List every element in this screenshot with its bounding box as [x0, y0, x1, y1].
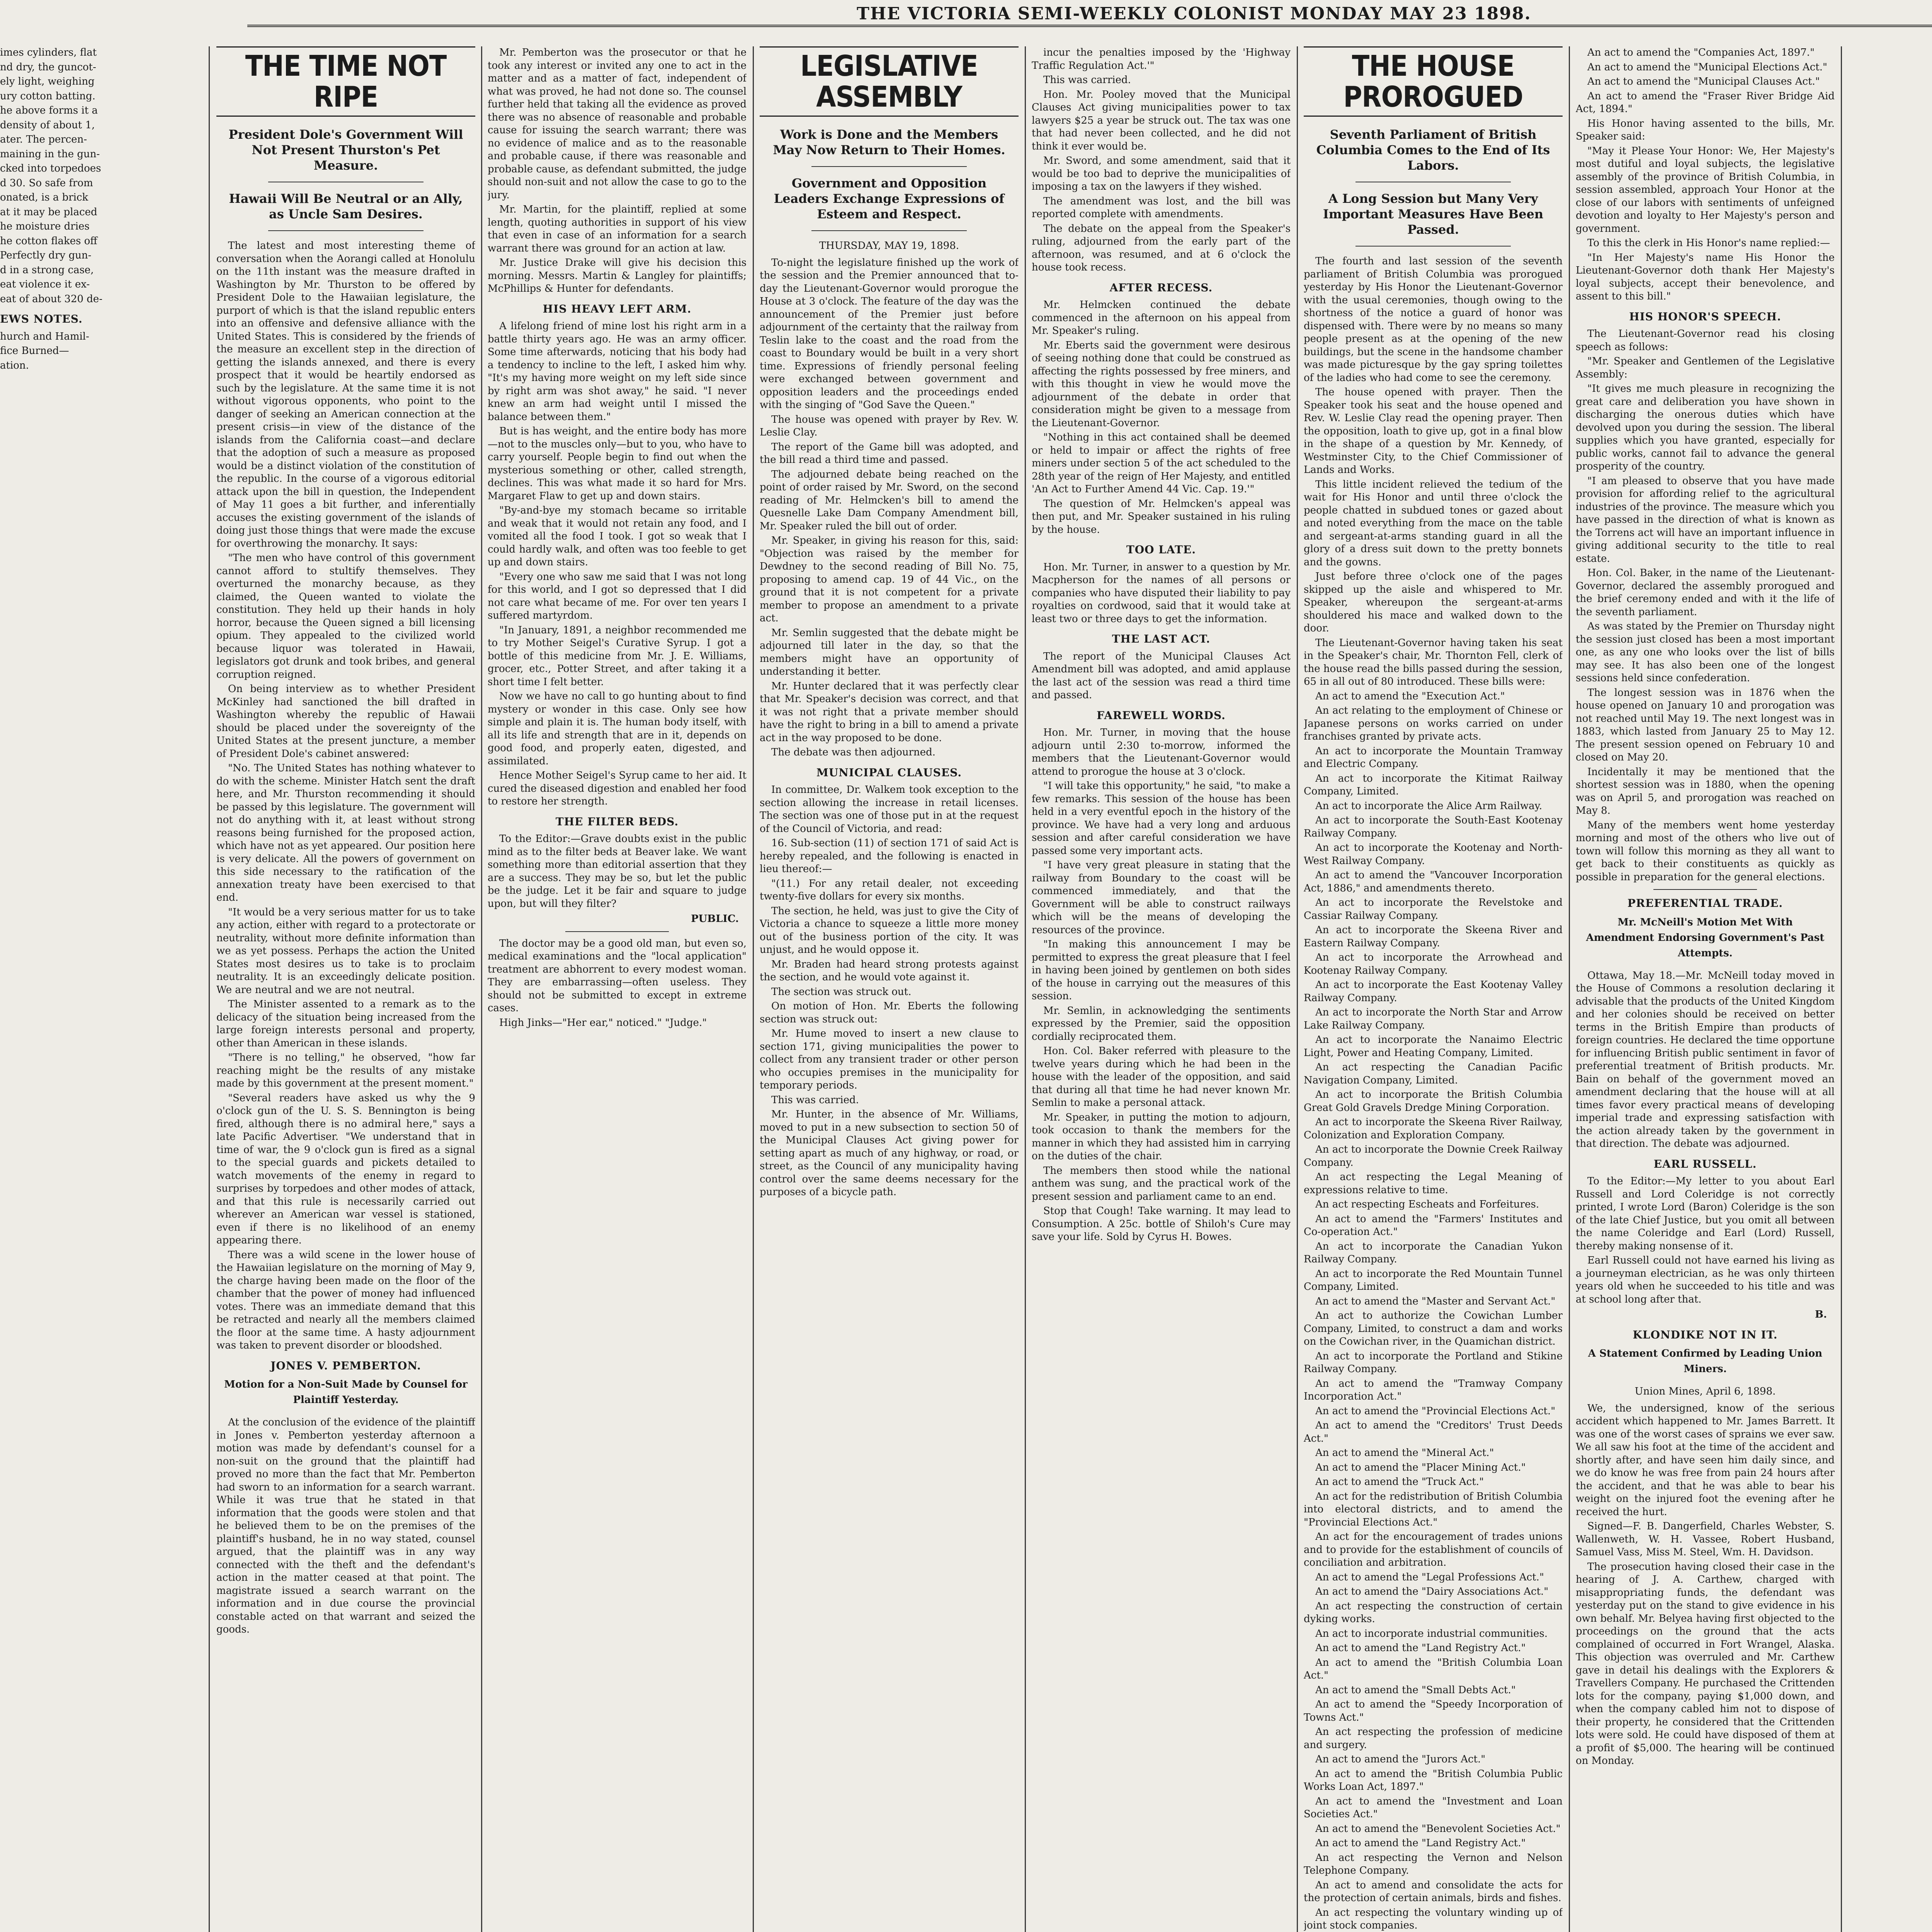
- paragraph: Ottawa, May 18.—Mr. McNeill today moved in the House of Commons a resolution declaring it advisable that the products of the United Kingdom and her colonies should be received on better terms in the British Empire than products of foreign countries. He declared the time opportune for influencing British public sentiment in favor of preferential treatment of British products. Mr. Bain on behalf of the government moved an amendment declaring that the house will at all times favor every practical means of developing imperial trade and expressing satisfaction with the action already taken by the government in that direction. The debate was adjourned.: [1576, 969, 1835, 1150]
- dateline: THURSDAY, MAY 19, 1898.: [819, 240, 959, 252]
- paragraph: An act to amend the "Farmers' Institutes and Co-operation Act.": [1304, 1213, 1563, 1238]
- article-body: [1032, 46, 1291, 274]
- paragraph: High Jinks—"Her ear," noticed." "Judge.": [499, 1017, 707, 1029]
- column-heavy-left-arm: [488, 46, 747, 1932]
- column-rule: [209, 46, 210, 1932]
- subhead-too-late: TOO LATE.: [1126, 543, 1196, 556]
- paragraph: "Nothing in this act contained shall be deemed or held to impair or affect the rights of free miners under section 5 of the act scheduled to the 28th year of the reign of Her Majesty, and entitled 'An Act to Further Amend 44 Vic. Cap. 19.'": [1032, 432, 1291, 495]
- paragraph: Mr. Hume moved to insert a new clause to section 171, giving municipalities the power to collect from any transient trader or other person who occupies premises in the municipality for temporary periods.: [760, 1028, 1019, 1091]
- paragraph: Mr. Hunter, in the absence of Mr. Williams, moved to put in a new subsection to section 50 of the Municipal Clauses Act giving power for setting apart as much of any highway, or road, or street, as the Council of any municipality having control over the same deems necessary for the purposes of a bicycle path.: [760, 1109, 1019, 1198]
- article-body: [1576, 969, 1835, 1151]
- signature: PUBLIC.: [691, 913, 739, 925]
- paragraph: The section was struck out.: [771, 986, 912, 998]
- article-body: [1576, 1402, 1835, 1768]
- paragraph: An act to incorporate the Downie Creek Railway Company.: [1304, 1144, 1563, 1168]
- paragraph: An act to amend the "British Columbia Public Works Loan Act, 1897.": [1304, 1768, 1563, 1793]
- paragraph: "In making this announcement I may be permitted to express the great pleasure that I feel in having been joined by gentlemen on both sides of the house in carrying out the measures of this session.: [1032, 939, 1291, 1002]
- paragraph: "No. The United States has nothing whatever to do with the scheme. Minister Hatch sent the draft here, and Mr. Thurston recommending it should be passed by this legislature. The government will not do anything with it, at least without strong reasons being furnished for the proposed action, which have not as yet appeared. Our position here is very delicate. All the powers of government on this side necessary to the ratification of the annexation treaty have been exercised to that end.: [216, 762, 475, 903]
- paragraph: Mr. Speaker, in giving his reason for this, said: "Objection was raised by the member for Dewdney to the second reading of Bill No. 75, proposing to amend cap. 19 of 44 Vic., on the ground that it is not competent for a private member to propose an amendment to a private act.: [760, 535, 1019, 624]
- paragraph: "In January, 1891, a neighbor recommended me to try Mother Seigel's Curative Syrup. I got a bottle of this medicine from Mr. J. E. Williams, grocer, etc., Potter Street, and after taking it a short time I felt better.: [488, 624, 747, 688]
- masthead: [247, 3, 1932, 27]
- subhead-klondike: KLONDIKE NOT IN IT.: [1633, 1328, 1778, 1341]
- paragraph: An act to amend the "Tramway Company Incorporation Act.": [1304, 1378, 1563, 1402]
- article-body: [1576, 1175, 1835, 1306]
- paragraph: "(11.) For any retail dealer, not exceeding twenty-five dollars for every six months.: [760, 878, 1019, 902]
- paragraph: The report of the Game bill was adopted, and the bill read a third time and passed.: [760, 441, 1019, 466]
- headline-time-not-ripe: THE TIME NOT RIPE: [216, 46, 475, 117]
- paragraph: Hence Mother Seigel's Syrup came to her aid. It cured the diseased digestion and enabled her food to restore her strength.: [488, 770, 747, 807]
- paragraph: An act relating to the employment of Chinese or Japanese persons on works carried on under franchises granted by private acts.: [1304, 705, 1563, 742]
- column-house-prorogued: [1304, 46, 1563, 1932]
- paragraph: An act to amend the "British Columbia Loan Act.": [1304, 1656, 1563, 1681]
- paragraph: An act to amend the "Benevolent Societies Act.": [1315, 1823, 1561, 1835]
- paragraph: An act to amend the "Placer Mining Act.": [1315, 1461, 1526, 1473]
- article-body: [216, 240, 475, 1352]
- fragment-line: maining in the gun-: [0, 148, 100, 160]
- paragraph: An act to amend the "Dairy Associations Act.": [1315, 1586, 1549, 1597]
- paragraph: A lifelong friend of mine lost his right arm in a battle thirty years ago. He was an army officer. Some time afterwards, noticing that his body had a tendency to incline to the left, I asked him why. "It's my having more weight on my left side since by right arm was shot away," he said. "I never knew an arm had weight until I missed the balance between them.": [488, 320, 747, 423]
- fragment-line: he moisture dries: [0, 221, 90, 232]
- subhead-honors-speech: HIS HONOR'S SPEECH.: [1629, 310, 1781, 323]
- right-margin: [1847, 46, 1932, 1932]
- paragraph: An act respecting the construction of certain dyking works.: [1304, 1600, 1563, 1625]
- paragraph: We, the undersigned, know of the serious accident which happened to Mr. James Barrett. It was one of the worst cases of sprains we ever saw. We all saw his foot at the time of the accident and shortly after, and have seen him daily since, and we do know he was free from pain 24 hours after the accident, and that he was able to bear his weight on the injured foot the evening after he received the hurt.: [1576, 1402, 1835, 1518]
- subhead-filter-beds: THE FILTER BEDS.: [555, 815, 679, 828]
- article-body: [1576, 328, 1835, 884]
- paragraph: An act to incorporate the South-East Kootenay Railway Company.: [1304, 815, 1563, 839]
- deck-rule: [268, 230, 423, 231]
- paragraph: An act to incorporate the Canadian Yukon Railway Company.: [1304, 1240, 1563, 1265]
- paragraph: An act to incorporate the Mountain Tramway and Electric Company.: [1304, 745, 1563, 770]
- paragraph: The house was opened with prayer by Rev. W. Leslie Clay.: [760, 413, 1019, 438]
- masthead-title: THE VICTORIA SEMI-WEEKLY COLONIST MONDAY MAY 23 1898.: [857, 4, 1531, 24]
- paragraph: An act to amend the "Master and Servant Act.": [1315, 1295, 1556, 1307]
- subhead-last-act: THE LAST ACT.: [1112, 633, 1211, 645]
- paragraph: An act respecting Escheats and Forfeitures.: [1315, 1199, 1539, 1210]
- subhead-jones-v-pemberton: JONES V. PEMBERTON.: [270, 1359, 421, 1372]
- paragraph: As was stated by the Premier on Thursday night the session just closed has been a most important one, as any one who looks over the list of bills may see. It has also been one of the longest sessions held since confederation.: [1576, 621, 1835, 684]
- paragraph: An act for the redistribution of British Columbia into electoral districts, and to amend the "Provincial Elections Act.": [1304, 1490, 1563, 1528]
- fragment-line: he above forms it a: [0, 105, 98, 116]
- paragraph: Mr. Braden had heard strong protests against the section, and he would vote against it.: [760, 958, 1019, 983]
- deck: Seventh Parliament of British Columbia Comes to the End of Its Labors.: [1316, 127, 1550, 173]
- fragment-line: d in a strong case,: [0, 264, 94, 276]
- signature: B.: [1815, 1309, 1827, 1320]
- fragment-line: ater. The percen-: [0, 134, 87, 145]
- column-rule: [1841, 46, 1842, 1932]
- article-body: [1304, 255, 1563, 1932]
- deck: Motion for a Non-Suit Made by Counsel for Plaintiff Yesterday.: [224, 1379, 468, 1406]
- paragraph: The report of the Municipal Clauses Act Amendment bill was adopted, and amid applause the last act of the session was read a third time and passed.: [1032, 650, 1291, 701]
- fragment-line: at it may be placed: [0, 206, 97, 218]
- paragraph: Stop that Cough! Take warning. It may lead to Consumption. A 25c. bottle of Shiloh's Cure may save your life. Sold by Cyrus H. Bowes.: [1032, 1205, 1291, 1243]
- paragraph: "I will take this opportunity," he said, "to make a few remarks. This session of the house has been held in a very eventful epoch in the history of the province. We have had a very long and arduous session and after careful consideration we have passed some very important acts.: [1032, 780, 1291, 857]
- paragraph: The debate on the appeal from the Speaker's ruling, adjourned from the early part of the afternoon, was resumed, and at 6 o'clock the house took recess.: [1032, 223, 1291, 273]
- paragraph: In committee, Dr. Walkem took exception to the section allowing the increase in retail licenses. The section was one of those put in at the request of the Council of Victoria, and read:: [760, 784, 1019, 835]
- fragment-line: he cotton flakes off: [0, 235, 97, 247]
- paragraph: An act to incorporate the Kootenay and North-West Railway Company.: [1304, 842, 1563, 867]
- subhead-earl-russell: EARL RUSSELL.: [1653, 1157, 1757, 1170]
- column-honors-speech: [1576, 46, 1835, 1932]
- article-body: [216, 1416, 475, 1636]
- paragraph: The prosecution having closed their case in the hearing of J. A. Carthew, charged with misappropriating funds, the defendant was yesterday put on the stand to give evidence in his own behalf. Mr. Belyea having first objected to the proceedings on the ground that the acts complained of occurred in Fort Wrangel, Alaska. This objection was overruled and Mr. Carthew gave in detail his dealings with the Explorers & Travellers Company. He purchased the Crittenden lots for the company, paying $1,000 down, and when the company cabled him not to dispose of their property, he considered that the Crittenden lots were sold. He could have disposed of them at a profit of $5,000. The hearing will be continued on Monday.: [1576, 1561, 1835, 1767]
- paragraph: An act to amend the "Speedy Incorporation of Towns Act.": [1304, 1699, 1563, 1723]
- paragraph: The Lieutenant-Governor having taken his seat in the Speaker's chair, Mr. Thornton Fell, clerk of the house read the bills passed during the session, 65 in all out of 80 introduced. These bills were:: [1304, 637, 1563, 687]
- paragraph: Many of the members went home yesterday morning and most of the others who live out of town will follow this morning as they all want to get back to their constituents as quickly as possible in preparation for the general elections.: [1576, 819, 1835, 883]
- paragraph: An act to amend the "Companies Act, 1897.": [1587, 47, 1815, 58]
- article-body: [488, 937, 747, 1030]
- paragraph: The adjourned debate being reached on the point of order raised by Mr. Sword, on the second reading of Mr. Helmcken's bill to amend the Quesnelle Lake Dam Company Amendment bill, Mr. Speaker ruled the bill out of order.: [760, 468, 1019, 532]
- paragraph: An act for the encouragement of trades unions and to provide for the establishment of councils of conciliation and arbitration.: [1304, 1531, 1563, 1568]
- paragraph: Earl Russell could not have earned his living as a journeyman electrician, as he was only thirteen years old when he succeeded to his title and was at school long after that.: [1576, 1255, 1835, 1305]
- paragraph: Mr. Helmcken continued the debate commenced in the afternoon on his appeal from Mr. Speaker's ruling.: [1032, 299, 1291, 337]
- deck: Hawaii Will Be Neutral or an Ally, as Uncle Sam Desires.: [229, 191, 463, 221]
- paragraph: An act to incorporate the Revelstoke and Cassiar Railway Company.: [1304, 897, 1563, 922]
- deck: A Long Session but Many Very Important Measures Have Been Passed.: [1323, 191, 1544, 237]
- column-rule: [481, 46, 482, 1932]
- subhead-heavy-left-arm: HIS HEAVY LEFT ARM.: [543, 302, 692, 315]
- fragment-line: imes cylinders, flat: [0, 47, 97, 58]
- paragraph: At the conclusion of the evidence of the plaintiff in Jones v. Pemberton yesterday afternoon a motion was made by defendant's counsel for a non-suit on the ground that the plaintiff had proved no more than the fact that Mr. Pemberton had sworn to an information for a search warrant. While it was true that he stated in that information that the goods were stolen and that he believed them to be on the premises of the plaintiff's husband, he in no way stated, counsel argued, that the plaintiff was in any way connected with the theft and the defendant's action in the matter ceased at that point. The magistrate issued a search warrant on the information and in due course the provincial constable acted on that warrant and seized the goods.: [216, 1417, 475, 1635]
- paragraph: An act to amend the "Provincial Elections Act.": [1315, 1405, 1556, 1417]
- paragraph: The fourth and last session of the seventh parliament of British Columbia was prorogued yesterday by His Honor the Lieutenant-Governor with the usual ceremonies, though owing to the shortness of the notice a guard of honor was dispensed with. There were by no means so many people present as at the opening of the new buildings, but the scene in the handsome chamber was made picturesque by the gay spring toilettes of the ladies who had come to see the ceremony.: [1304, 255, 1563, 384]
- fragment-line: ation.: [0, 359, 29, 371]
- paragraph: His Honor having assented to the bills, Mr. Speaker said:: [1576, 117, 1835, 142]
- paragraph: The house opened with prayer. Then the Speaker took his seat and the house opened and Rev. W. Leslie Clay read the opening prayer. Then the opposition, loath to give up, got in a final blow in the shape of a question by Mr. Kennedy, of Westminster City, to the Chief Commissioner of Lands and Works.: [1304, 386, 1563, 476]
- paragraph: An act to amend the "Fraser River Bridge Aid Act, 1894.": [1576, 90, 1835, 115]
- fragment-line: fice Burned—: [0, 345, 69, 357]
- paragraph: An act to amend the "Creditors' Trust Deeds Act.": [1304, 1420, 1563, 1444]
- paragraph: "By-and-bye my stomach became so irritable and weak that it would not retain any food, and I vomited all the food I took. I got so weak that I could hardly walk, and often was too feeble to get up and down stairs.: [488, 505, 747, 568]
- deck: Mr. McNeill's Motion Met With Amendment Endorsing Government's Past Attempts.: [1586, 916, 1825, 959]
- column-rule: [1025, 46, 1026, 1932]
- paragraph: To-night the legislature finished up the work of the session and the Premier announced that to-day the Lieutenant-Governor would prorogue the House at 3 o'clock. The feature of the day was the announcement of the Premier just before adjournment of the certainty that the railway from Teslin lake to the coast and the road from the coast to Boundary would be built in a very short time. Expressions of friendly personal feeling were exchanged between government and opposition leaders and the proceedings ended with the singing of "God Save the Queen.": [760, 257, 1019, 411]
- paragraph: An act to incorporate the Nanaimo Electric Light, Power and Heating Company, Limited.: [1304, 1034, 1563, 1059]
- paragraph: Mr. Hunter declared that it was perfectly clear that Mr. Speaker's decision was correct, and that it was not right that a private member should have the right to bring in a bill to amend a private act in the way proposed to be done.: [760, 680, 1019, 744]
- paragraph: Incidentally it may be mentioned that the shortest session was in 1880, when the opening was on April 5, and prorogation was reached on May 8.: [1576, 766, 1835, 816]
- paragraph: Mr. Sword, and some amendment, said that it would be too bad to deprive the municipalities of imposing a tax on the lawyers if they wished.: [1032, 155, 1291, 192]
- paragraph: An act to amend the "Small Debts Act.": [1315, 1684, 1516, 1696]
- paragraph: "I have very great pleasure in stating that the railway from Boundary to the coast will be commenced immediately, and that the Government will be able to construct railways which will be the means of developing the resources of the province.: [1032, 859, 1291, 936]
- paragraph: An act to amend the "Mineral Act.": [1315, 1447, 1494, 1459]
- column-rule: [753, 46, 754, 1932]
- paragraph: An act to amend the "Legal Professions Act.": [1315, 1571, 1544, 1583]
- headline-legislative-assembly: LEGISLATIVE ASSEMBLY: [760, 46, 1019, 117]
- paragraph: Hon. Mr. Turner, in answer to a question by Mr. Macpherson for the names of all persons or companies who have disputed their liability to pay royalties on cordwood, said that it would take at least two or three days to get the information.: [1032, 561, 1291, 625]
- paragraph: An act to amend the "Municipal Clauses Act.": [1587, 76, 1820, 87]
- paragraph: An act respecting the Canadian Pacific Navigation Company, Limited.: [1304, 1061, 1563, 1086]
- paragraph: An act respecting the Legal Meaning of expressions relative to time.: [1304, 1171, 1563, 1196]
- article-body: [1032, 726, 1291, 1244]
- headline-house-prorogued: THE HOUSE PROROGUED: [1304, 46, 1563, 117]
- article-body: [1032, 650, 1291, 702]
- paragraph: This little incident relieved the tedium of the wait for His Honor and until three o'clock the people chatted in subdued tones or gazed about and noted everything from the mace on the table and sergeant-at-arms standing guard in all the glory of a dress suit down to the pretty bonnets and the gowns.: [1304, 478, 1563, 568]
- paragraph: This was carried.: [1043, 74, 1131, 86]
- paragraph: Mr. Pemberton was the prosecutor or that he took any interest or invited any one to act in the matter and as a matter of fact, independent of what was proved, he had not done so. The counsel further held that taking all the evidence as proved there was no absence of reasonable and probable cause for issuing the search warrant; there was no evidence of malice and as to the reasonable and probable cause, if there was reasonable and probable cause, as defendant submitted, the judge should non-suit and not allow the case to go to the jury.: [488, 47, 747, 201]
- paragraph: "It gives me much pleasure in recognizing the great care and deliberation you have shown in discharging the onerous duties which have devolved upon you during the session. The liberal supplies which you have granted, especially for public works, cannot fail to advance the general prosperity of the country.: [1576, 383, 1835, 472]
- article-body: [488, 46, 747, 296]
- paragraph: An act respecting the voluntary winding up of joint stock companies.: [1304, 1906, 1563, 1931]
- paragraph: An act to incorporate the Red Mountain Tunnel Company, Limited.: [1304, 1268, 1563, 1293]
- paragraph: An act to amend the "Land Registry Act.": [1315, 1837, 1526, 1849]
- column-time-not-ripe: [216, 46, 475, 1932]
- paragraph: Hon. Col. Baker, in the name of the Lieutenant-Governor, declared the assembly prorogued and the brief ceremony ended and with it the life of the seventh parliament.: [1576, 567, 1835, 618]
- fragment-line: nd dry, the guncot-: [0, 61, 96, 73]
- article-body: [488, 320, 747, 808]
- separator: [1653, 889, 1757, 890]
- paragraph: This was carried.: [771, 1094, 859, 1106]
- paragraph: An act to amend and consolidate the acts for the protection of certain animals, birds and fishes.: [1304, 1879, 1563, 1904]
- left-fragment-column: [0, 46, 201, 1932]
- paragraph: But is has weight, and the entire body has more—not to the muscles only—but to you, who have to carry yourself. People begin to find out when the mysterious something or other, called strength, declines. This was what made it so hard for Mrs. Margaret Flaw to get up and down stairs.: [488, 425, 747, 502]
- paragraph: To this the clerk in His Honor's name replied:—: [1587, 237, 1830, 249]
- paragraph: The Lieutenant-Governor read his closing speech as follows:: [1576, 328, 1835, 353]
- paragraph: Mr. Semlin suggested that the debate might be adjourned till later in the day, so that the members might have an opportunity of understanding it better.: [760, 627, 1019, 677]
- fragment-line: ury cotton batting.: [0, 90, 95, 102]
- paragraph: "I am pleased to observe that you have made provision for affording relief to the agricultural industries of the province. The measure which you have passed in the direction of what is known as the Torrens act will have an important influence in giving additional security to the title to real estate.: [1576, 475, 1835, 565]
- paragraph: An act to incorporate the Arrowhead and Kootenay Railway Company.: [1304, 952, 1563, 976]
- paragraph: "There is no telling," he observed, "how far reaching might be the results of any mistake made by this government at the present moment.": [216, 1052, 475, 1089]
- subhead-after-recess: AFTER RECESS.: [1109, 281, 1213, 294]
- fragment-line: d 30. So safe from: [0, 177, 93, 189]
- paragraph: An act to incorporate the Portland and Stikine Railway Company.: [1304, 1350, 1563, 1375]
- paragraph: incur the penalties imposed by the 'Highway Traffic Regulation Act.'": [1032, 47, 1291, 71]
- paragraph: An act to amend the "Execution Act.": [1315, 690, 1505, 702]
- fragment-line: eat of about 320 de-: [0, 293, 103, 305]
- deck: A Statement Confirmed by Leading Union Miners.: [1588, 1348, 1823, 1375]
- paragraph: Mr. Martin, for the plaintiff, replied at some length, quoting authorities in support of his view that even in case of an information for a search warrant there was ground for an action at law.: [488, 204, 747, 254]
- subhead-preferential-trade: PREFERENTIAL TRADE.: [1627, 897, 1783, 910]
- paragraph: Mr. Speaker, in putting the motion to adjourn, took occasion to thank the members for the manner in which they had assisted him in carrying on the duties of the chair.: [1032, 1111, 1291, 1162]
- paragraph: An act respecting the Vernon and Nelson Telephone Company.: [1304, 1852, 1563, 1876]
- article-body: [488, 833, 747, 910]
- deck-rule: [811, 166, 967, 167]
- paragraph: To the Editor:—Grave doubts exist in the public mind as to the filter beds at Beaver lake. We want something more than editorial assertion that they are a success. They may be so, but let the public be the judge. Let it be fair and square to judge upon, but will they filter?: [488, 833, 747, 910]
- paragraph: An act to amend the "Investment and Loan Societies Act.": [1304, 1795, 1563, 1820]
- paragraph: "In Her Majesty's name His Honor the Lieutenant-Governor doth thank Her Majesty's loyal subjects, accept their benevolence, and assent to this bill.": [1576, 252, 1835, 302]
- paragraph: On motion of Hon. Mr. Eberts the following section was struck out:: [760, 1000, 1019, 1025]
- deck: President Dole's Government Will Not Present Thurston's Pet Measure.: [228, 127, 463, 173]
- subhead-farewell-words: FAREWELL WORDS.: [1097, 709, 1226, 722]
- paragraph: An act respecting the profession of medicine and surgery.: [1304, 1726, 1563, 1751]
- paragraph: An act to incorporate industrial communities.: [1315, 1628, 1548, 1639]
- paragraph: The debate was then adjourned.: [771, 747, 936, 758]
- paragraph: The amendment was lost, and the bill was reported complete with amendments.: [1032, 195, 1291, 220]
- column-rule: [1569, 46, 1570, 1932]
- paragraph: Mr. Eberts said the government were desirous of seeing nothing done that could be construed as affecting the rights possessed by free miners, and with this thought in view he would move the adjournment of the debate in order that consideration might be given to a message from the Lieutenant-Governor.: [1032, 339, 1291, 429]
- column-rule: [1297, 46, 1298, 1932]
- article-body: [1032, 299, 1291, 536]
- deck-rule: [811, 230, 967, 231]
- paragraph: An act to incorporate the Skeena River Railway, Colonization and Exploration Company.: [1304, 1116, 1563, 1141]
- paragraph: To the Editor:—My letter to you about Earl Russell and Lord Coleridge is not correctly printed, I wrote Lord (Baron) Coleridge is the son of the late Chief Justice, but you omit all between the name Coleridge and Earl (Lord) Russell, thereby making nonsense of it.: [1576, 1175, 1835, 1252]
- paragraph: The latest and most interesting theme of conversation when the Aorangi called at Honolulu on the 11th instant was the measure drafted in Washington by Mr. Thurston to be offered by President Dole to the Hawaiian legislature, the purport of which is that the island republic enters into an offensive and defensive alliance with the United States. This is considered by the friends of the measure an excellent step in the direction of getting the islands annexed, and there is every prospect that it would be heartily endorsed as such by the legislature. At the same time it is not without vigorous opponents, who point to the danger of seeking an American connection at the present crisis—in view of the distance of the islands from the California coast—and declare that the adoption of such a measure as proposed would be a distinct violation of the constitution of the republic. In the course of a vigorous editorial attack upon the bill in question, the Independent of May 11 goes a bit further, and inferentially accuses the existing government of the islands of doing just those things that were made the excuse for overthrowing the monarchy. It says:: [216, 240, 475, 549]
- paragraph: Hon. Col. Baker referred with pleasure to the twelve years during which he had been in the house with the leader of the opposition, and said that during all that time he had never known Mr. Semlin to make a personal attack.: [1032, 1045, 1291, 1109]
- article-body: [1032, 561, 1291, 626]
- paragraph: "Several readers have asked us why the 9 o'clock gun of the U. S. S. Bennington is being fired, although there is no admiral here," says a late Pacific Advertiser. "We understand that in time of war, the 9 o'clock gun is fired as a signal to the special guards and pickets detailed to watch movements of the enemy in regard to surprises by torpedoes and other modes of attack, and that this rule is necessarily carried out wherever an American war vessel is stationed, even if there is no likelihood of an enemy appearing there.: [216, 1092, 475, 1246]
- paragraph: An act to incorporate the Kitimat Railway Company, Limited.: [1304, 772, 1563, 797]
- paragraph: An act to amend the "Land Registry Act.": [1315, 1642, 1526, 1654]
- paragraph: Just before three o'clock one of the pages skipped up the aisle and whispered to Mr. Speaker, whereupon the sergeant-at-arms shouldered his mace and walked down to the door.: [1304, 571, 1563, 634]
- paragraph: An act to incorporate the Skeena River and Eastern Railway Company.: [1304, 924, 1563, 949]
- separator: [565, 931, 669, 932]
- column-legislative-assembly: [760, 46, 1019, 1932]
- paragraph: Now we have no call to go hunting about to find mystery or wonder in this case. Only see how simple and plain it is. The human body itself, with all its life and strength that are in it, depends on good food, and properly eaten, digested, and assimilated.: [488, 690, 747, 767]
- article-body: [760, 257, 1019, 759]
- paragraph: Mr. Justice Drake will give his decision this morning. Messrs. Martin & Langley for plaintiffs; McPhillips & Hunter for defendants.: [488, 257, 747, 294]
- paragraph: The question of Mr. Helmcken's appeal was then put, and Mr. Speaker sustained in his ruling by the house.: [1032, 498, 1291, 536]
- paragraph: There was a wild scene in the lower house of the Hawaiian legislature on the morning of May 9, the charge having been made on the floor of the chamber that the power of money had influenced votes. There was an immediate demand that this be retracted and nearly all the members claimed the floor at the same time. A hasty adjournment was taken to prevent disorder or bloodshed.: [216, 1249, 475, 1351]
- paragraph: 16. Sub-section (11) of section 171 of said Act is hereby repealed, and the following is enacted in lieu thereof:—: [760, 837, 1019, 875]
- paragraph: An act to amend the "Truck Act.": [1315, 1476, 1484, 1488]
- paragraph: The doctor may be a good old man, but even so, medical examinations and the "local application" treatment are abhorrent to every modest woman. They are embarrassing—often useless. They should not be submitted to except in extreme cases.: [488, 937, 747, 1014]
- paragraph: An act to incorporate the North Star and Arrow Lake Railway Company.: [1304, 1007, 1563, 1031]
- paragraph: "May it Please Your Honor: We, Her Majesty's most dutiful and loyal subjects, the legislative assembly of the province of British Columbia, in session assembled, approach Your Honor at the close of our labors with sentiments of unfeigned devotion and loyalty to Her Majesty's person and government.: [1576, 145, 1835, 235]
- paragraph: Hon. Mr. Turner, in moving that the house adjourn until 2:30 to-morrow, informed the members that the Lieutenant-Governor would attend to prorogue the house at 3 o'clock.: [1032, 727, 1291, 777]
- subhead-news-notes: EWS NOTES.: [0, 313, 83, 325]
- paragraph: An act to incorporate the Alice Arm Railway.: [1315, 800, 1543, 812]
- column-legislative-continued: [1032, 46, 1291, 1932]
- deck-rule: [1355, 246, 1511, 247]
- fragment-line: hurch and Hamil-: [0, 330, 89, 342]
- fragment-line: cked into torpedoes: [0, 163, 101, 174]
- paragraph: An act to authorize the Cowichan Lumber Company, Limited, to construct a dam and works on the Cowichan river, in the Quamichan district.: [1304, 1310, 1563, 1347]
- paragraph: An act to incorporate the East Kootenay Valley Railway Company.: [1304, 979, 1563, 1004]
- paragraph: An act to amend the "Municipal Elections Act.": [1587, 61, 1827, 73]
- article-body: [1576, 46, 1835, 303]
- paragraph: "Mr. Speaker and Gentlemen of the Legislative Assembly:: [1576, 355, 1835, 380]
- paragraph: An act to amend the "Vancouver Incorporation Act, 1886," and amendments thereto.: [1304, 869, 1563, 894]
- paragraph: The members then stood while the national anthem was sung, and the practical work of the present session and parliament came to an end.: [1032, 1165, 1291, 1202]
- fragment-line: onated, is a brick: [0, 192, 88, 203]
- fragment-line: ely light, weighing: [0, 76, 95, 87]
- paragraph: Signed—F. B. Dangerfield, Charles Webster, S. Wallenweth, W. H. Vassee, Robert Husband, Samuel Vass, Miss M. Steel, Wm. H. Davidson.: [1576, 1520, 1835, 1558]
- deck: Work is Done and the Members May Now Return to Their Homes.: [773, 127, 1005, 157]
- paragraph: The Minister assented to a remark as to the delicacy of the situation being increased from the large foreign interests personal and property, other than American in these islands.: [216, 998, 475, 1049]
- paragraph: "It would be a very serious matter for us to take any action, either with regard to a protectorate or neutrality, without more definite information than we as yet possess. Perhaps the action the United States most desires us to take is to proclaim neutrality. It is an exceedingly delicate position. We are neutral and we are not neutral.: [216, 906, 475, 996]
- fragment-line: Perfectly dry gun-: [0, 250, 92, 261]
- paragraph: "The men who have control of this government cannot afford to stultify themselves. They overturned the monarchy because, as they claimed, the Queen wanted to violate the constitution. They held up their hands in holy horror, because the Queen signed a bill licensing opium. They appealed to the civilized world because liquor was tolerated in Hawaii, legislators got drunk and took bribes, and general corruption reigned.: [216, 552, 475, 680]
- paragraph: The section, he held, was just to give the City of Victoria a chance to squeeze a little more money out of the business portion of the city. It was unjust, and he would oppose it.: [760, 905, 1019, 956]
- paragraph: Hon. Mr. Pooley moved that the Municipal Clauses Act giving municipalities power to tax lawyers $25 a year be struck out. The tax was one that had never been collected, and he did not think it ever would be.: [1032, 88, 1291, 152]
- fragment-line: density of about 1,: [0, 119, 95, 131]
- fragment-line: eat violence it ex-: [0, 279, 90, 290]
- dateline: Union Mines, April 6, 1898.: [1634, 1386, 1776, 1397]
- paragraph: An act to amend the "Jurors Act.": [1315, 1753, 1486, 1765]
- paragraph: Mr. Semlin, in acknowledging the sentiments expressed by the Premier, said the opposition cordially reciprocated them.: [1032, 1005, 1291, 1043]
- article-body: [760, 784, 1019, 1199]
- paragraph: The longest session was in 1876 when the house opened on January 10 and prorogation was not reached until May 19. The next longest was in 1883, which lasted from January 25 to May 12. The present session opened on February 10 and closed on May 20.: [1576, 687, 1835, 763]
- subhead-municipal-clauses: MUNICIPAL CLAUSES.: [816, 766, 962, 779]
- paragraph: "Every one who saw me said that I was not long for this world, and I got so depressed that I did not care what became of me. For over ten years I suffered martyrdom.: [488, 571, 747, 621]
- deck: Government and Opposition Leaders Exchange Expressions of Esteem and Respect.: [774, 176, 1005, 221]
- paragraph: On being interview as to whether President McKinley had sanctioned the bill drafted in Washington whereby the republic of Hawaii should be placed under the sovereignty of the United States at the present juncture, a member of President Dole's cabinet answered:: [216, 683, 475, 760]
- paragraph: An act to incorporate the British Columbia Great Gold Gravels Dredge Mining Corporation.: [1304, 1089, 1563, 1114]
